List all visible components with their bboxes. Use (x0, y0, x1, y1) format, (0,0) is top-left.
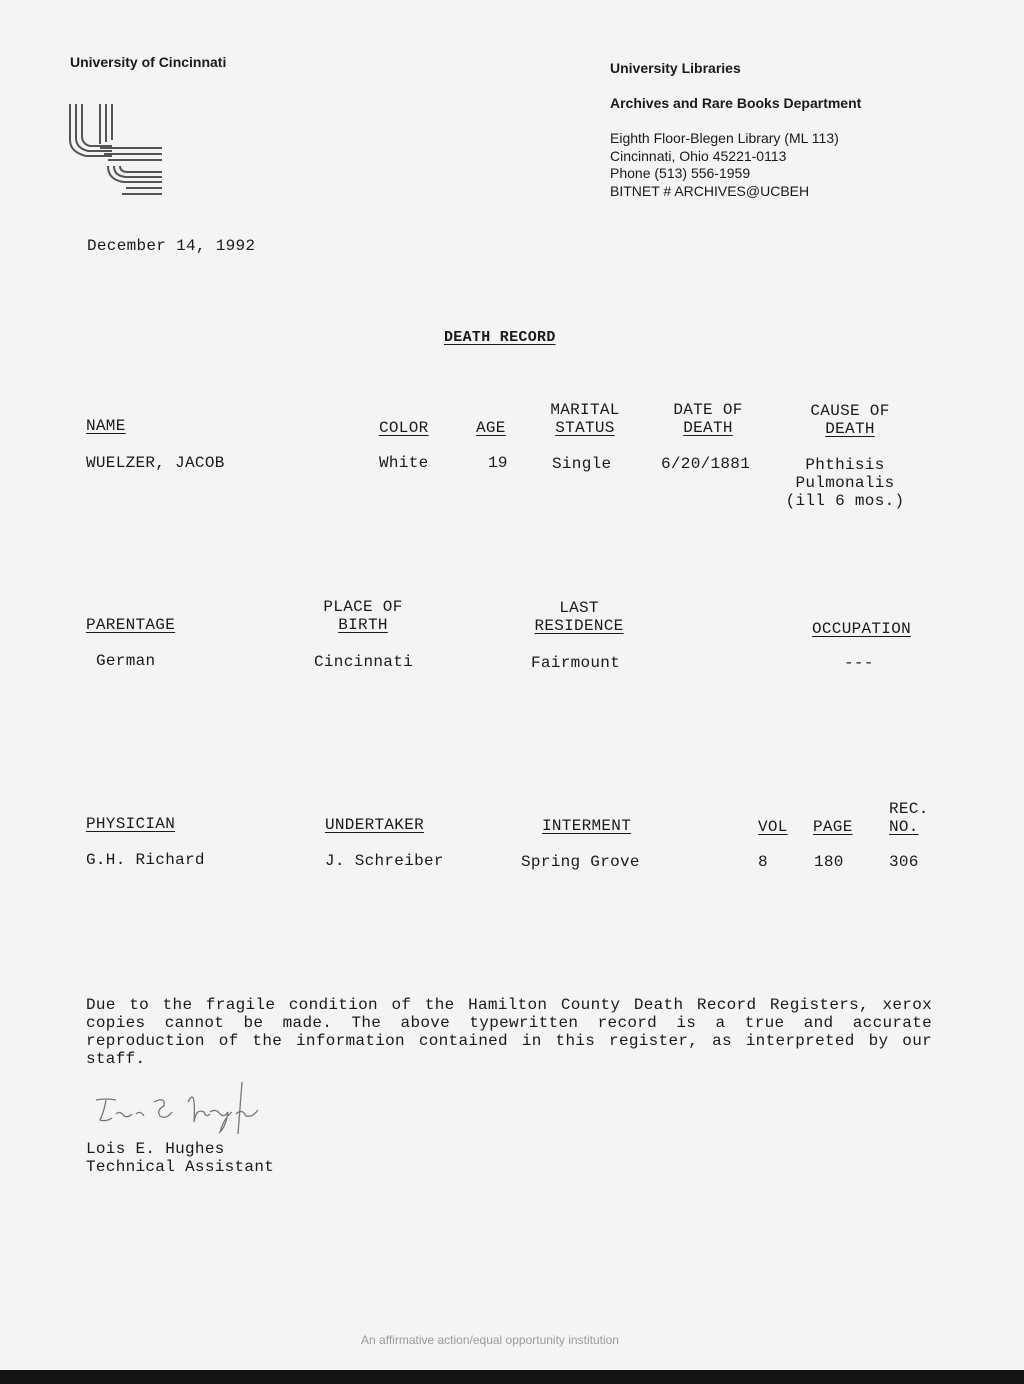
value-marital-status: Single (552, 455, 612, 473)
footer-text: An affirmative action/equal opportunity institution (361, 1333, 619, 1347)
signer-title: Technical Assistant (86, 1158, 275, 1176)
note-paragraph (86, 996, 932, 1068)
header-marital-status (545, 401, 625, 437)
department-name: Archives and Rare Books Department (610, 95, 862, 111)
header-occupation: OCCUPATION (812, 620, 912, 638)
header-dod-line1: DATE OF (673, 401, 743, 419)
value-name: WUELZER, JACOB (86, 454, 225, 472)
header-vol: VOL (758, 818, 788, 836)
document-title: DEATH RECORD (444, 329, 556, 346)
value-date-of-death: 6/20/1881 (661, 455, 751, 473)
header-pob-line2: BIRTH (338, 616, 388, 634)
value-last-residence: Fairmount (531, 654, 621, 672)
note-line: staff. (86, 1050, 146, 1068)
address-line: Phone (513) 556-1959 (610, 165, 751, 181)
header-color: COLOR (379, 419, 429, 437)
header-cause-line1: CAUSE OF (810, 402, 890, 420)
libraries-name: University Libraries (610, 60, 741, 76)
value-cause-line1: Phthisis (805, 456, 885, 474)
value-cause-line2: Pulmonalis (795, 474, 895, 492)
value-place-of-birth: Cincinnati (314, 653, 414, 671)
header-pob-line1: PLACE OF (323, 598, 403, 616)
page-bottom-edge (0, 1370, 1024, 1384)
note-line: copies cannot be made. The above typewritten record is a true and accurate (86, 1014, 932, 1032)
value-vol: 8 (758, 853, 768, 871)
header-marital-line1: MARITAL (550, 401, 620, 419)
value-color: White (379, 454, 429, 472)
value-undertaker: J. Schreiber (325, 852, 444, 870)
header-res-line1: LAST (559, 599, 599, 617)
header-rec-no (889, 800, 929, 836)
note-line: reproduction of the information contained in this register, as interpreted by our (86, 1032, 932, 1050)
handwritten-signature (92, 1078, 282, 1138)
header-marital-line2: STATUS (555, 419, 615, 437)
header-dod-line2: DEATH (683, 419, 733, 437)
header-cause-of-death (800, 402, 900, 438)
header-parentage: PARENTAGE (86, 616, 176, 634)
value-age: 19 (488, 454, 508, 472)
university-logo (66, 100, 166, 200)
value-cause-line3: (ill 6 mos.) (785, 492, 905, 510)
value-parentage: German (96, 652, 156, 670)
header-name: NAME (86, 417, 126, 435)
address-line: Cincinnati, Ohio 45221-0113 (610, 147, 787, 164)
header-interment: INTERMENT (542, 817, 632, 835)
value-page: 180 (814, 853, 844, 871)
value-interment: Spring Grove (521, 853, 640, 871)
header-physician: PHYSICIAN (86, 815, 176, 833)
header-last-residence (524, 599, 634, 635)
address-line: BITNET # ARCHIVES@UCBEH (610, 182, 810, 199)
address-block (610, 130, 839, 200)
header-res-line2: RESIDENCE (534, 617, 624, 635)
letter-date: December 14, 1992 (87, 237, 256, 255)
value-physician: G.H. Richard (86, 851, 205, 869)
header-rec-line1: REC. (889, 800, 929, 818)
signer-block (86, 1140, 274, 1176)
value-rec-no: 306 (889, 853, 919, 871)
header-place-of-birth (308, 598, 418, 634)
header-page: PAGE (813, 818, 853, 836)
note-line: Due to the fragile condition of the Hamilton County Death Record Registers, xerox (86, 996, 932, 1014)
address-line: Eighth Floor-Blegen Library (ML 113) (610, 130, 839, 146)
header-date-of-death (663, 401, 753, 437)
header-rec-line2: NO. (889, 818, 919, 836)
value-cause-of-death (770, 456, 920, 510)
value-occupation: --- (844, 654, 874, 672)
signer-name: Lois E. Hughes (86, 1140, 225, 1158)
header-cause-line2: DEATH (825, 420, 875, 438)
header-undertaker: UNDERTAKER (325, 816, 425, 834)
university-name: University of Cincinnati (70, 54, 227, 70)
header-age: AGE (476, 419, 506, 437)
